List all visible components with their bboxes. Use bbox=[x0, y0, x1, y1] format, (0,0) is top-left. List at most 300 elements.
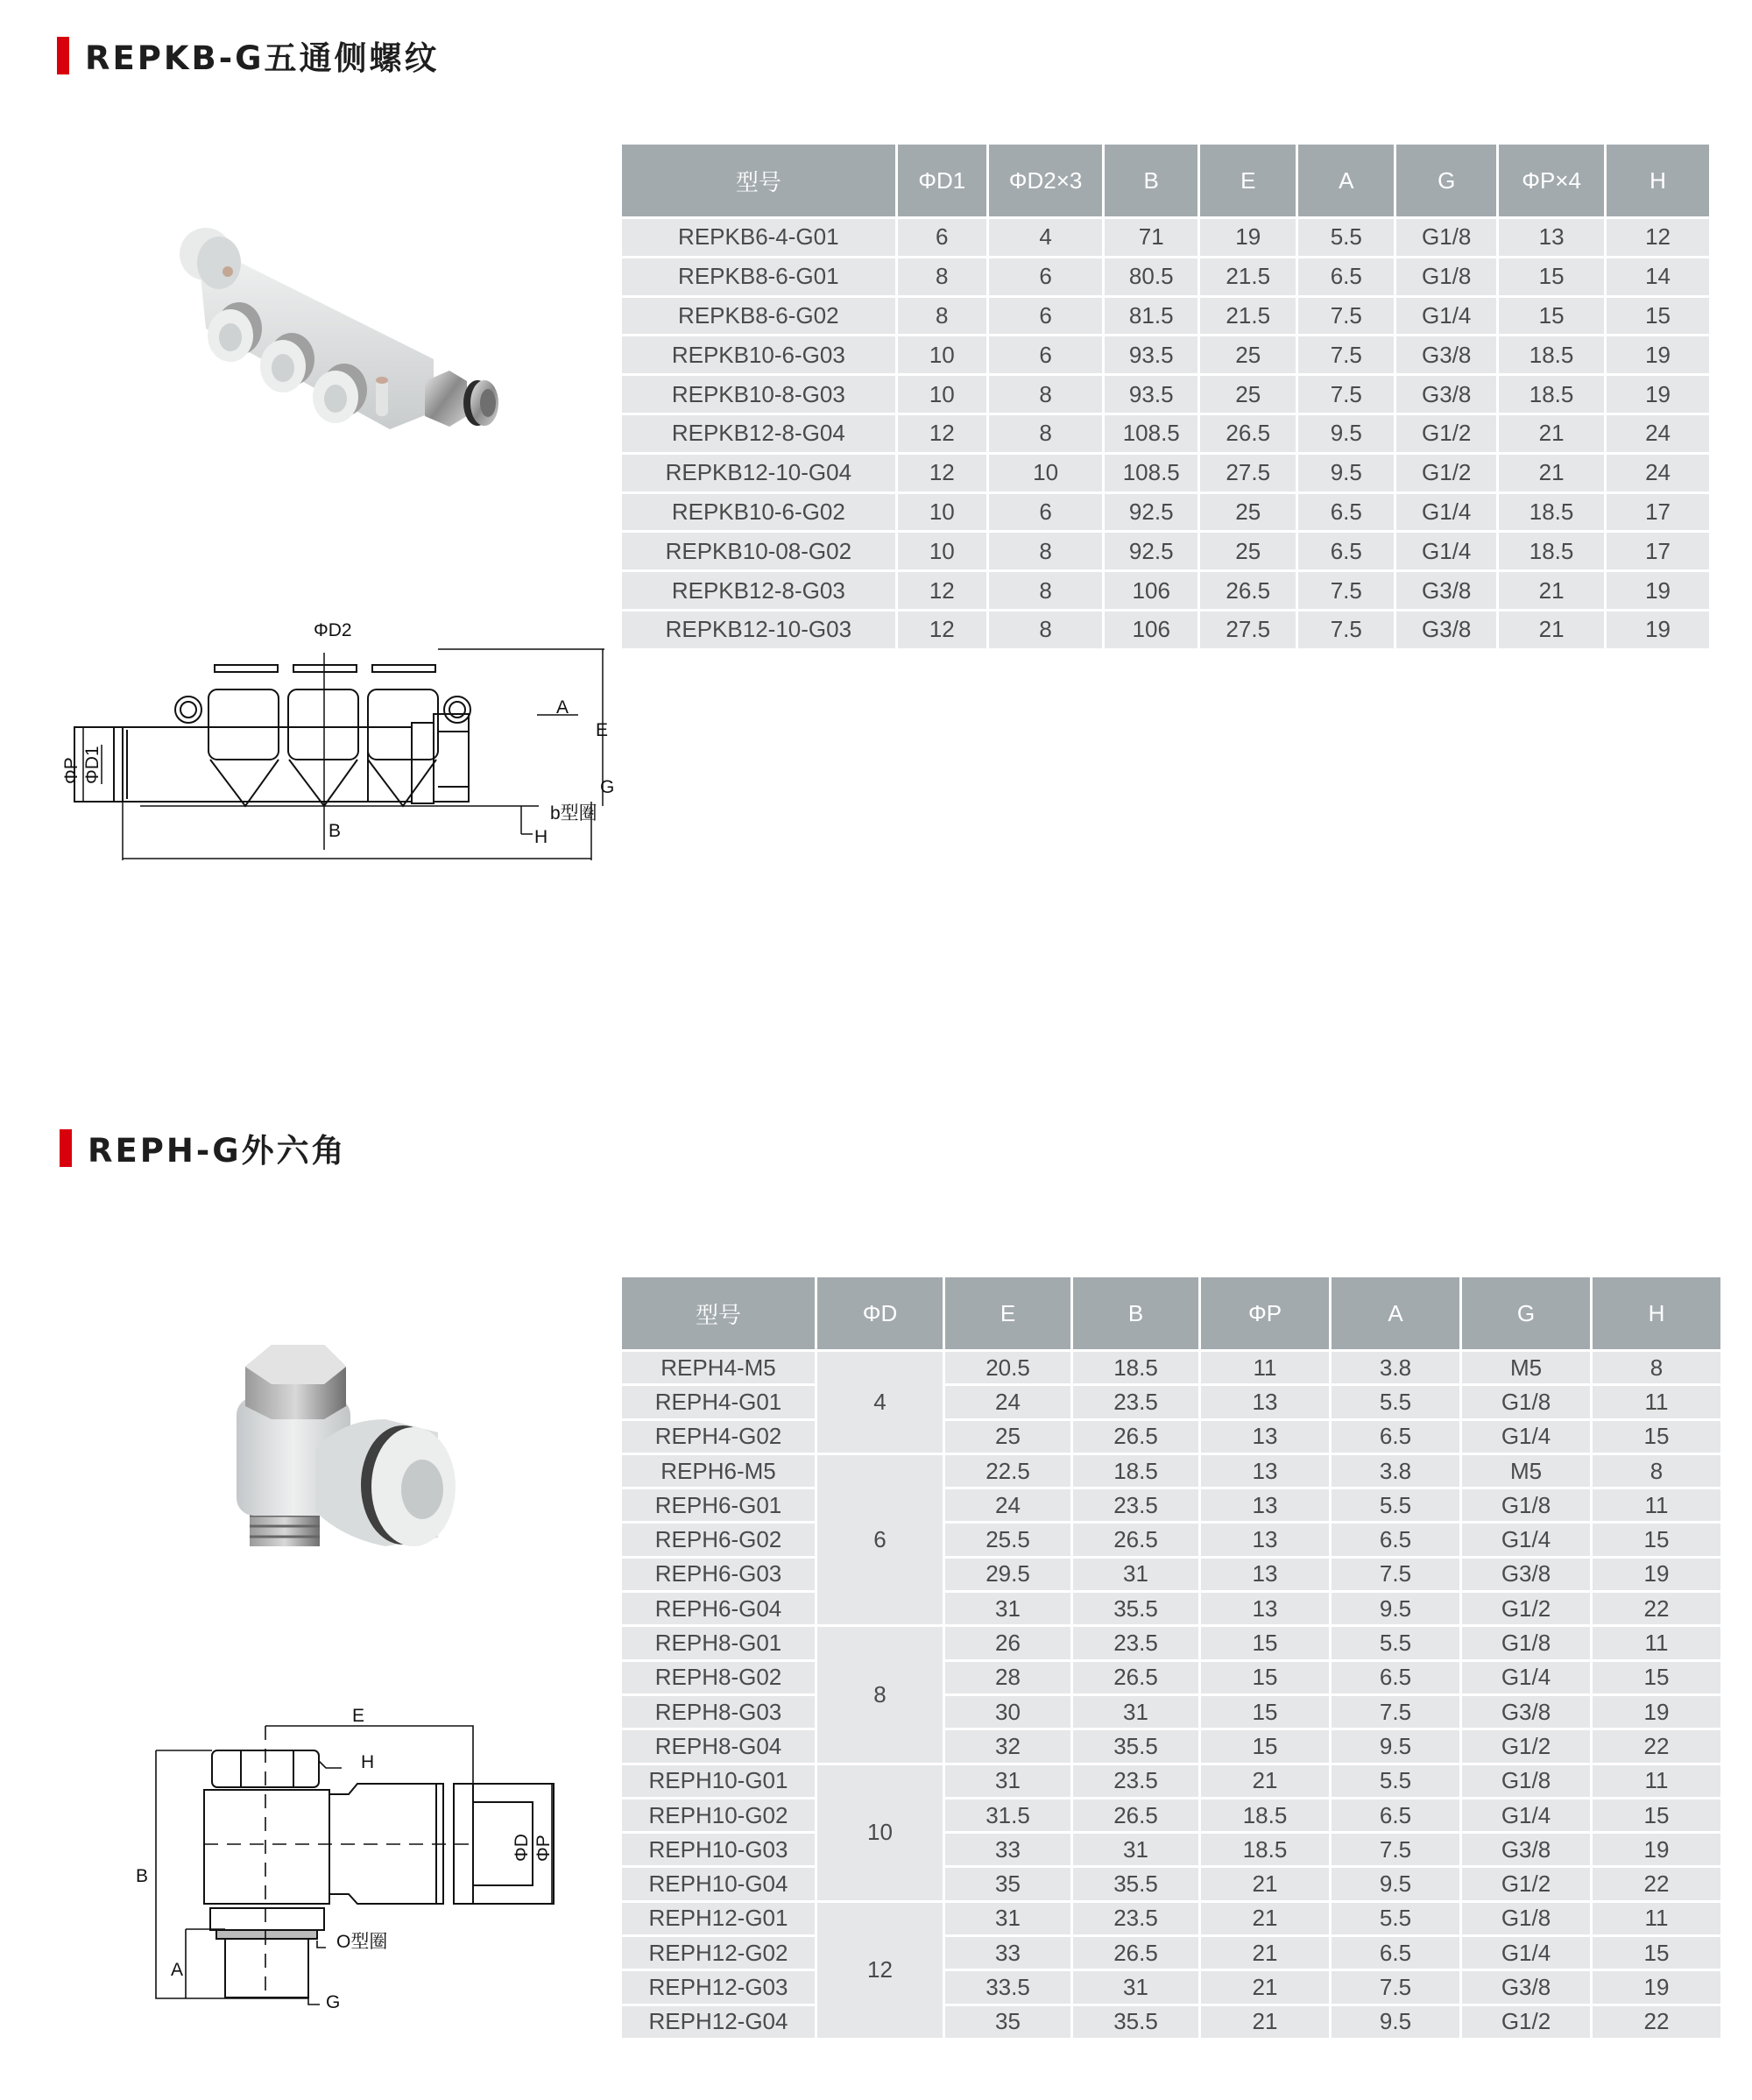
repkb-technical-drawing bbox=[53, 605, 631, 867]
value-cell: 35 bbox=[945, 1868, 1070, 1899]
value-cell: 12 bbox=[898, 455, 986, 491]
value-cell: 26.5 bbox=[1073, 1524, 1198, 1555]
model-cell: REPH6-G04 bbox=[622, 1593, 815, 1624]
value-cell: 11 bbox=[1201, 1352, 1329, 1383]
dim-label-h: H bbox=[361, 1752, 375, 1772]
table-row bbox=[622, 455, 1709, 491]
value-cell: 33.5 bbox=[945, 1971, 1070, 2003]
value-cell: 25 bbox=[1200, 533, 1296, 569]
value-cell: 18.5 bbox=[1499, 376, 1604, 413]
value-cell: 10 bbox=[898, 376, 986, 413]
value-cell: G1/2 bbox=[1396, 455, 1496, 491]
value-cell: 6.5 bbox=[1298, 494, 1394, 531]
value-cell: 8 bbox=[989, 376, 1102, 413]
value-cell: M5 bbox=[1462, 1455, 1590, 1487]
model-cell: REPH6-G03 bbox=[622, 1559, 815, 1590]
value-cell: 81.5 bbox=[1105, 298, 1197, 335]
table-row bbox=[622, 1524, 1720, 1555]
value-cell: 25 bbox=[1200, 494, 1296, 531]
value-cell: G1/8 bbox=[1396, 219, 1496, 256]
model-cell: REPKB12-10-G04 bbox=[622, 455, 895, 491]
value-cell: 5.5 bbox=[1332, 1489, 1459, 1521]
value-cell: 13 bbox=[1201, 1524, 1329, 1555]
value-cell: 13 bbox=[1499, 219, 1604, 256]
value-cell: G1/8 bbox=[1462, 1386, 1590, 1418]
col-header-px4: ΦP×4 bbox=[1499, 145, 1604, 216]
dim-label-g: G bbox=[326, 1992, 341, 2012]
value-cell: 24 bbox=[945, 1386, 1070, 1418]
value-cell: 6.5 bbox=[1332, 1524, 1459, 1555]
value-cell: 11 bbox=[1593, 1903, 1720, 1934]
value-cell: 108.5 bbox=[1105, 455, 1197, 491]
value-cell: 13 bbox=[1201, 1559, 1329, 1590]
value-cell: 6 bbox=[989, 258, 1102, 295]
value-cell: 10 bbox=[989, 455, 1102, 491]
value-cell: G1/4 bbox=[1462, 1799, 1590, 1831]
reph-technical-drawing bbox=[123, 1700, 596, 2033]
value-cell: 3.8 bbox=[1332, 1352, 1459, 1383]
repkb-table-body bbox=[622, 219, 1709, 648]
value-cell: 31 bbox=[1073, 1559, 1198, 1590]
value-cell: G1/4 bbox=[1462, 1524, 1590, 1555]
value-cell: 15 bbox=[1499, 258, 1604, 295]
value-cell: 25 bbox=[1200, 376, 1296, 413]
value-cell: 5.5 bbox=[1332, 1903, 1459, 1934]
repkb-product-photo bbox=[171, 206, 512, 469]
table-row bbox=[622, 1627, 1720, 1658]
table-row bbox=[622, 1593, 1720, 1624]
model-cell: REPH12-G03 bbox=[622, 1971, 815, 2003]
value-cell: G1/8 bbox=[1462, 1903, 1590, 1934]
dim-label-e: E bbox=[596, 720, 609, 740]
model-cell: REPKB10-6-G02 bbox=[622, 494, 895, 531]
value-cell: 15 bbox=[1593, 1662, 1720, 1693]
value-cell: 21 bbox=[1499, 455, 1604, 491]
value-cell: 5.5 bbox=[1332, 1386, 1459, 1418]
value-cell: 31 bbox=[945, 1593, 1070, 1624]
value-cell: G3/8 bbox=[1396, 376, 1496, 413]
value-cell: 19 bbox=[1607, 336, 1709, 373]
repkb-spec-table bbox=[619, 142, 1712, 651]
value-cell: 22 bbox=[1593, 1868, 1720, 1899]
value-cell: 12 bbox=[898, 572, 986, 609]
value-cell: 22 bbox=[1593, 1730, 1720, 1762]
model-cell: REPH6-M5 bbox=[622, 1455, 815, 1487]
value-cell: 24 bbox=[945, 1489, 1070, 1521]
value-cell: 108.5 bbox=[1105, 415, 1197, 452]
value-cell: 8 bbox=[989, 533, 1102, 569]
dim-label-d1: ΦD1 bbox=[82, 746, 102, 784]
table-row bbox=[622, 258, 1709, 295]
model-cell: REPKB12-8-G04 bbox=[622, 415, 895, 452]
col-header-a: A bbox=[1332, 1277, 1459, 1349]
value-cell: 7.5 bbox=[1298, 376, 1394, 413]
value-cell: 10 bbox=[898, 336, 986, 373]
value-cell: 13 bbox=[1201, 1455, 1329, 1487]
value-cell: 93.5 bbox=[1105, 376, 1197, 413]
value-cell: G1/8 bbox=[1462, 1765, 1590, 1797]
value-cell: 18.5 bbox=[1073, 1352, 1198, 1383]
value-cell: 27.5 bbox=[1200, 612, 1296, 648]
value-cell: 19 bbox=[1593, 1971, 1720, 2003]
value-cell: 35.5 bbox=[1073, 1868, 1198, 1899]
value-cell: 7.5 bbox=[1332, 1696, 1459, 1728]
value-cell: 21 bbox=[1201, 2006, 1329, 2038]
value-cell: 15 bbox=[1593, 1421, 1720, 1453]
value-cell: 15 bbox=[1607, 298, 1709, 335]
value-cell: 21 bbox=[1499, 572, 1604, 609]
col-header-d: ΦD bbox=[817, 1277, 943, 1349]
value-cell: G3/8 bbox=[1396, 336, 1496, 373]
table-row bbox=[622, 298, 1709, 335]
value-cell: 13 bbox=[1201, 1489, 1329, 1521]
value-cell: 21 bbox=[1201, 1937, 1329, 1969]
value-cell: 6 bbox=[898, 219, 986, 256]
value-cell: 9.5 bbox=[1332, 2006, 1459, 2038]
value-cell: 21.5 bbox=[1200, 298, 1296, 335]
model-cell: REPKB12-8-G03 bbox=[622, 572, 895, 609]
value-cell: 6.5 bbox=[1332, 1937, 1459, 1969]
value-cell: 31.5 bbox=[945, 1799, 1070, 1831]
value-cell: 11 bbox=[1593, 1386, 1720, 1418]
value-cell: G1/2 bbox=[1396, 415, 1496, 452]
table-row bbox=[622, 572, 1709, 609]
value-cell: 18.5 bbox=[1499, 336, 1604, 373]
value-cell: 21 bbox=[1499, 415, 1604, 452]
value-cell: 6.5 bbox=[1298, 258, 1394, 295]
value-cell: 25 bbox=[945, 1421, 1070, 1453]
model-cell: REPH10-G02 bbox=[622, 1799, 815, 1831]
table-row bbox=[622, 1559, 1720, 1590]
value-cell: 31 bbox=[1073, 1834, 1198, 1865]
value-cell: 31 bbox=[1073, 1971, 1198, 2003]
value-cell: 6 bbox=[989, 494, 1102, 531]
model-cell: REPH8-G04 bbox=[622, 1730, 815, 1762]
model-cell: REPKB12-10-G03 bbox=[622, 612, 895, 648]
table-row bbox=[622, 415, 1709, 452]
dim-label-seal: b型圈 bbox=[550, 803, 597, 824]
value-cell: 19 bbox=[1607, 572, 1709, 609]
value-cell: 15 bbox=[1201, 1730, 1329, 1762]
table-row bbox=[622, 1421, 1720, 1453]
value-cell: 18.5 bbox=[1499, 494, 1604, 531]
table-row bbox=[622, 219, 1709, 256]
value-cell: 7.5 bbox=[1332, 1971, 1459, 2003]
value-cell: 19 bbox=[1607, 612, 1709, 648]
col-header-e: E bbox=[945, 1277, 1070, 1349]
section-title-reph bbox=[60, 1124, 347, 1171]
value-cell: 9.5 bbox=[1332, 1730, 1459, 1762]
value-cell: 35.5 bbox=[1073, 2006, 1198, 2038]
value-cell: 27.5 bbox=[1200, 455, 1296, 491]
value-cell: 15 bbox=[1201, 1627, 1329, 1658]
value-cell: 7.5 bbox=[1332, 1834, 1459, 1865]
value-cell: 8 bbox=[989, 612, 1102, 648]
value-cell: 19 bbox=[1593, 1834, 1720, 1865]
model-cell: REPH6-G01 bbox=[622, 1489, 815, 1521]
value-cell: G3/8 bbox=[1396, 612, 1496, 648]
table-row bbox=[622, 1352, 1720, 1383]
value-cell: 4 bbox=[989, 219, 1102, 256]
table-row bbox=[622, 533, 1709, 569]
col-header-e: E bbox=[1200, 145, 1296, 216]
value-cell: 71 bbox=[1105, 219, 1197, 256]
value-cell: 8 bbox=[898, 258, 986, 295]
section-title-text: REPKB-G五通侧螺纹 bbox=[85, 39, 440, 77]
value-cell: 18.5 bbox=[1499, 533, 1604, 569]
value-cell: G1/8 bbox=[1396, 258, 1496, 295]
value-cell: 23.5 bbox=[1073, 1489, 1198, 1521]
dim-label-a: A bbox=[171, 1960, 184, 1980]
model-cell: REPH4-G01 bbox=[622, 1386, 815, 1418]
value-cell: 21 bbox=[1201, 1868, 1329, 1899]
value-cell: 19 bbox=[1593, 1696, 1720, 1728]
value-cell: 19 bbox=[1607, 376, 1709, 413]
table-row bbox=[622, 2006, 1720, 2038]
value-cell: 13 bbox=[1201, 1421, 1329, 1453]
value-cell: 8 bbox=[989, 415, 1102, 452]
table-row bbox=[622, 1455, 1720, 1487]
value-cell: 23.5 bbox=[1073, 1627, 1198, 1658]
value-cell: 7.5 bbox=[1298, 336, 1394, 373]
col-header-model: 型号 bbox=[622, 1277, 815, 1349]
value-cell: 21 bbox=[1499, 612, 1604, 648]
table-header-row bbox=[622, 1277, 1720, 1349]
value-cell: 26.5 bbox=[1073, 1421, 1198, 1453]
value-cell: 15 bbox=[1593, 1937, 1720, 1969]
value-cell: G3/8 bbox=[1462, 1971, 1590, 2003]
value-cell: G3/8 bbox=[1462, 1696, 1590, 1728]
value-cell: 6 bbox=[989, 298, 1102, 335]
value-cell: 12 bbox=[898, 612, 986, 648]
table-row bbox=[622, 494, 1709, 531]
dim-label-b: B bbox=[328, 821, 342, 841]
model-cell: REPKB8-6-G02 bbox=[622, 298, 895, 335]
value-cell: 5.5 bbox=[1332, 1627, 1459, 1658]
value-cell: 25.5 bbox=[945, 1524, 1070, 1555]
table-row bbox=[622, 1868, 1720, 1899]
value-cell: 22.5 bbox=[945, 1455, 1070, 1487]
model-cell: REPKB8-6-G01 bbox=[622, 258, 895, 295]
value-cell: 6.5 bbox=[1332, 1662, 1459, 1693]
table-row bbox=[622, 1799, 1720, 1831]
table-row bbox=[622, 1765, 1720, 1797]
diameter-group-cell: 6 bbox=[817, 1455, 943, 1624]
reph-table-body bbox=[622, 1352, 1720, 2038]
value-cell: 26.5 bbox=[1073, 1937, 1198, 1969]
table-row bbox=[622, 1662, 1720, 1693]
dim-label-h: H bbox=[534, 827, 548, 847]
value-cell: 21 bbox=[1201, 1903, 1329, 1934]
value-cell: 21.5 bbox=[1200, 258, 1296, 295]
value-cell: 30 bbox=[945, 1696, 1070, 1728]
value-cell: 23.5 bbox=[1073, 1765, 1198, 1797]
value-cell: 24 bbox=[1607, 415, 1709, 452]
model-cell: REPH4-G02 bbox=[622, 1421, 815, 1453]
value-cell: 18.5 bbox=[1073, 1455, 1198, 1487]
value-cell: 6.5 bbox=[1332, 1799, 1459, 1831]
value-cell: 23.5 bbox=[1073, 1386, 1198, 1418]
table-row bbox=[622, 1971, 1720, 2003]
value-cell: 9.5 bbox=[1332, 1868, 1459, 1899]
value-cell: 92.5 bbox=[1105, 533, 1197, 569]
table-header-row bbox=[622, 145, 1709, 216]
reph-spec-table bbox=[619, 1275, 1723, 2040]
model-cell: REPH6-G02 bbox=[622, 1524, 815, 1555]
value-cell: 31 bbox=[945, 1903, 1070, 1934]
value-cell: G3/8 bbox=[1462, 1559, 1590, 1590]
value-cell: G3/8 bbox=[1396, 572, 1496, 609]
table-row bbox=[622, 1386, 1720, 1418]
value-cell: 31 bbox=[1073, 1696, 1198, 1728]
col-header-g: G bbox=[1462, 1277, 1590, 1349]
reph-product-photo bbox=[210, 1336, 491, 1573]
value-cell: 26.5 bbox=[1073, 1662, 1198, 1693]
dim-label-seal: O型圈 bbox=[336, 1932, 388, 1952]
model-cell: REPH8-G03 bbox=[622, 1696, 815, 1728]
value-cell: 106 bbox=[1105, 572, 1197, 609]
value-cell: 17 bbox=[1607, 494, 1709, 531]
value-cell: 15 bbox=[1593, 1799, 1720, 1831]
table-row bbox=[622, 1489, 1720, 1521]
value-cell: 33 bbox=[945, 1834, 1070, 1865]
model-cell: REPH12-G01 bbox=[622, 1903, 815, 1934]
value-cell: 8 bbox=[1593, 1455, 1720, 1487]
dim-label-e: E bbox=[352, 1706, 365, 1726]
value-cell: 11 bbox=[1593, 1627, 1720, 1658]
value-cell: 11 bbox=[1593, 1765, 1720, 1797]
table-row bbox=[622, 1834, 1720, 1865]
value-cell: 8 bbox=[989, 572, 1102, 609]
dim-label-a: A bbox=[556, 697, 569, 718]
title-accent-bar bbox=[60, 1129, 72, 1167]
value-cell: 9.5 bbox=[1298, 415, 1394, 452]
value-cell: 17 bbox=[1607, 533, 1709, 569]
model-cell: REPH12-G02 bbox=[622, 1937, 815, 1969]
value-cell: 19 bbox=[1200, 219, 1296, 256]
value-cell: 22 bbox=[1593, 1593, 1720, 1624]
value-cell: 21 bbox=[1201, 1971, 1329, 2003]
col-header-g: G bbox=[1396, 145, 1496, 216]
col-header-h: H bbox=[1607, 145, 1709, 216]
model-cell: REPH10-G04 bbox=[622, 1868, 815, 1899]
model-cell: REPH12-G04 bbox=[622, 2006, 815, 2038]
value-cell: 33 bbox=[945, 1937, 1070, 1969]
value-cell: 3.8 bbox=[1332, 1455, 1459, 1487]
value-cell: G1/2 bbox=[1462, 2006, 1590, 2038]
value-cell: G3/8 bbox=[1462, 1834, 1590, 1865]
value-cell: G1/8 bbox=[1462, 1627, 1590, 1658]
value-cell: G1/2 bbox=[1462, 1730, 1590, 1762]
dim-label-d: ΦD bbox=[512, 1834, 532, 1862]
value-cell: 9.5 bbox=[1332, 1593, 1459, 1624]
value-cell: 92.5 bbox=[1105, 494, 1197, 531]
col-header-b: B bbox=[1073, 1277, 1198, 1349]
value-cell: M5 bbox=[1462, 1352, 1590, 1383]
model-cell: REPH8-G02 bbox=[622, 1662, 815, 1693]
value-cell: 5.5 bbox=[1298, 219, 1394, 256]
value-cell: 5.5 bbox=[1332, 1765, 1459, 1797]
table-row bbox=[622, 1696, 1720, 1728]
value-cell: 20.5 bbox=[945, 1352, 1070, 1383]
value-cell: 7.5 bbox=[1298, 612, 1394, 648]
value-cell: 12 bbox=[898, 415, 986, 452]
model-cell: REPKB10-08-G02 bbox=[622, 533, 895, 569]
model-cell: REPH8-G01 bbox=[622, 1627, 815, 1658]
value-cell: 15 bbox=[1499, 298, 1604, 335]
value-cell: 7.5 bbox=[1298, 572, 1394, 609]
value-cell: 14 bbox=[1607, 258, 1709, 295]
table-row bbox=[622, 336, 1709, 373]
value-cell: 15 bbox=[1593, 1524, 1720, 1555]
value-cell: 10 bbox=[898, 533, 986, 569]
value-cell: 15 bbox=[1201, 1662, 1329, 1693]
diameter-group-cell: 4 bbox=[817, 1352, 943, 1453]
diameter-group-cell: 10 bbox=[817, 1765, 943, 1900]
value-cell: 29.5 bbox=[945, 1559, 1070, 1590]
diameter-group-cell: 8 bbox=[817, 1627, 943, 1762]
value-cell: 19 bbox=[1593, 1559, 1720, 1590]
value-cell: 24 bbox=[1607, 455, 1709, 491]
table-row bbox=[622, 1903, 1720, 1934]
value-cell: 22 bbox=[1593, 2006, 1720, 2038]
value-cell: 35.5 bbox=[1073, 1730, 1198, 1762]
model-cell: REPH4-M5 bbox=[622, 1352, 815, 1383]
col-header-p: ΦP bbox=[1201, 1277, 1329, 1349]
value-cell: G1/4 bbox=[1396, 533, 1496, 569]
dim-label-p: ΦP bbox=[533, 1835, 554, 1862]
value-cell: G1/2 bbox=[1462, 1593, 1590, 1624]
col-header-d1: ΦD1 bbox=[898, 145, 986, 216]
table-row bbox=[622, 376, 1709, 413]
value-cell: 32 bbox=[945, 1730, 1070, 1762]
value-cell: 7.5 bbox=[1332, 1559, 1459, 1590]
value-cell: G1/4 bbox=[1396, 298, 1496, 335]
value-cell: 13 bbox=[1201, 1593, 1329, 1624]
value-cell: 80.5 bbox=[1105, 258, 1197, 295]
col-header-d2x3: ΦD2×3 bbox=[989, 145, 1102, 216]
dim-label-g: G bbox=[600, 777, 615, 797]
value-cell: 18.5 bbox=[1201, 1834, 1329, 1865]
value-cell: G1/4 bbox=[1462, 1421, 1590, 1453]
value-cell: 6.5 bbox=[1332, 1421, 1459, 1453]
value-cell: 21 bbox=[1201, 1765, 1329, 1797]
col-header-model: 型号 bbox=[622, 145, 895, 216]
section-title-text: REPH-G外六角 bbox=[88, 1132, 347, 1170]
value-cell: 26 bbox=[945, 1627, 1070, 1658]
model-cell: REPH10-G01 bbox=[622, 1765, 815, 1797]
dim-label-b: B bbox=[136, 1866, 149, 1886]
section-title-repkb bbox=[57, 32, 439, 79]
value-cell: 23.5 bbox=[1073, 1903, 1198, 1934]
col-header-h: H bbox=[1593, 1277, 1720, 1349]
value-cell: G1/4 bbox=[1396, 494, 1496, 531]
value-cell: 8 bbox=[898, 298, 986, 335]
value-cell: 35 bbox=[945, 2006, 1070, 2038]
value-cell: 31 bbox=[945, 1765, 1070, 1797]
value-cell: G1/4 bbox=[1462, 1662, 1590, 1693]
model-cell: REPKB10-6-G03 bbox=[622, 336, 895, 373]
value-cell: 106 bbox=[1105, 612, 1197, 648]
value-cell: 10 bbox=[898, 494, 986, 531]
value-cell: 13 bbox=[1201, 1386, 1329, 1418]
col-header-b: B bbox=[1105, 145, 1197, 216]
value-cell: 11 bbox=[1593, 1489, 1720, 1521]
model-cell: REPKB10-8-G03 bbox=[622, 376, 895, 413]
table-row bbox=[622, 1937, 1720, 1969]
value-cell: G1/8 bbox=[1462, 1489, 1590, 1521]
value-cell: 26.5 bbox=[1073, 1799, 1198, 1831]
